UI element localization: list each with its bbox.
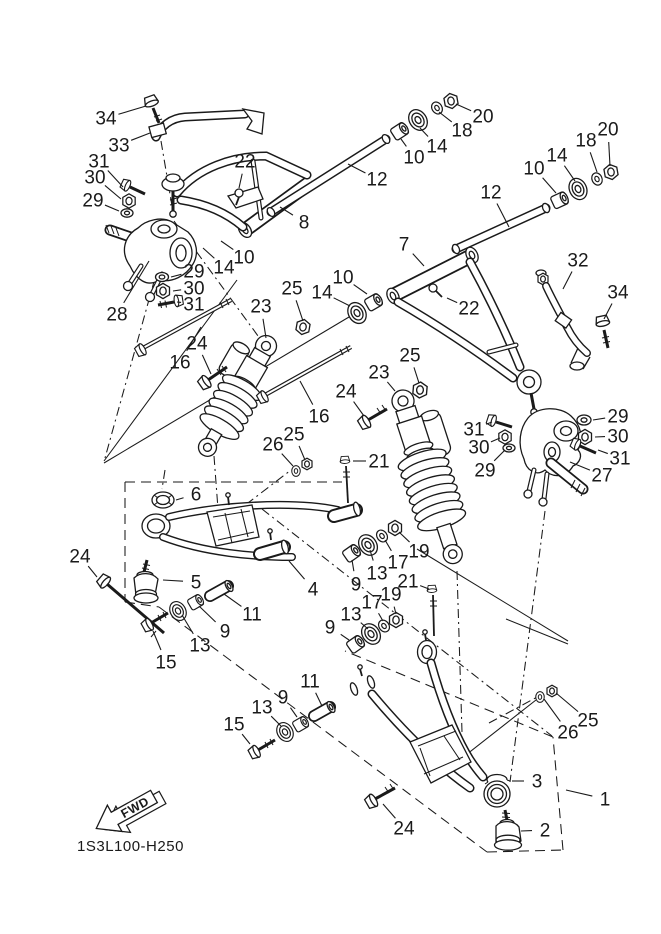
callout-leader (593, 418, 605, 420)
nut-20 (603, 163, 618, 180)
callout-label: 17 (361, 592, 383, 614)
callout-leader (242, 734, 250, 744)
callout-leader (173, 290, 181, 291)
callout-leader (163, 580, 183, 581)
callout-leader (439, 112, 452, 122)
callout-label: 30 (468, 437, 490, 459)
callout-label: 29 (82, 190, 104, 212)
callout-leader (354, 285, 367, 294)
callout-label: 18 (451, 120, 473, 142)
callout-leader (239, 174, 242, 188)
callout-label: 21 (397, 571, 419, 593)
upper-arm-right (344, 245, 541, 415)
callout-leader (221, 241, 233, 250)
callout-label: 14 (213, 257, 235, 279)
callout-leader (316, 693, 322, 706)
callout-label: 25 (283, 424, 305, 446)
callout-leader (299, 446, 305, 460)
callout-label: 6 (190, 484, 202, 506)
callout-label: 33 (108, 135, 130, 157)
washer-18 (590, 171, 604, 187)
washer-18 (429, 100, 444, 116)
callout-label: 22 (234, 151, 256, 173)
callout-label: 12 (480, 182, 502, 204)
callout-label: 23 (250, 296, 272, 318)
callout-label: 10 (403, 147, 425, 169)
callout-leader (105, 205, 119, 211)
callout-label: 9 (219, 621, 231, 643)
stabilizer-link (536, 270, 610, 370)
callout-leader (543, 178, 556, 193)
callout-label: 26 (557, 722, 579, 744)
callout-label: 16 (169, 352, 191, 374)
bearing-14 (566, 175, 591, 202)
callout-leader (271, 716, 281, 726)
callout-label: 22 (458, 298, 480, 320)
callout-label: 20 (472, 106, 494, 128)
ball-joint-lower-front (495, 810, 522, 850)
callout-label: 14 (426, 136, 448, 158)
callout-leader (224, 594, 241, 606)
callout-label: 18 (575, 130, 597, 152)
callout-label: 13 (251, 697, 273, 719)
callout-label: 19 (380, 584, 402, 606)
callout-leader (494, 450, 505, 461)
callout-label: 9 (324, 617, 336, 639)
callout-label: 8 (298, 212, 310, 234)
callout-label: 30 (84, 167, 106, 189)
callout-leader (202, 355, 211, 374)
callout-leader (300, 381, 313, 405)
callout-label: 17 (387, 552, 409, 574)
callout-label: 31 (463, 419, 485, 441)
callout-label: 27 (591, 465, 613, 487)
callout-label: 21 (368, 451, 390, 473)
callout-leader (199, 606, 216, 622)
callout-label: 31 (88, 151, 110, 173)
bar-bracket (243, 109, 264, 134)
bar-clamp (149, 123, 166, 138)
callout-label: 29 (607, 406, 629, 428)
callout-leader (182, 615, 193, 634)
callout-leader (566, 790, 592, 796)
callout-label: 31 (183, 294, 205, 316)
callout-label: 16 (308, 406, 330, 428)
callout-leader (289, 561, 305, 579)
callout-leader (105, 185, 121, 199)
callout-label: 15 (155, 652, 177, 674)
callout-label: 24 (69, 546, 91, 568)
callout-label: 31 (609, 448, 631, 470)
callout-label: 34 (607, 282, 629, 304)
callout-label: 34 (95, 108, 117, 130)
callout-leader (564, 166, 575, 181)
collar-10 (550, 191, 570, 210)
callout-leader (413, 254, 424, 266)
callout-label: 32 (567, 250, 589, 272)
callout-label: 30 (183, 278, 205, 300)
callout-leader (379, 613, 383, 621)
callout-leader (341, 634, 349, 640)
hardware-chain-upper-right (550, 163, 619, 209)
callout-label: 25 (399, 345, 421, 367)
bearing-14 (405, 106, 431, 134)
callout-leader (383, 804, 395, 818)
fwd-label: FWD (118, 794, 152, 821)
pivot-bushing-6 (152, 492, 174, 508)
callout-leader (290, 708, 297, 717)
callout-label: 29 (474, 460, 496, 482)
callout-leader (88, 566, 97, 577)
callout-leader (609, 142, 610, 166)
callout-label: 3 (531, 771, 543, 793)
callout-label: 7 (398, 234, 410, 256)
callout-leader (296, 300, 303, 321)
callout-label: 13 (189, 635, 211, 657)
pivot-shaft-right (451, 202, 551, 254)
lower-arm-front (349, 630, 510, 807)
stabilizer-bar (143, 94, 264, 137)
callout-label: 5 (190, 572, 202, 594)
callout-label: 11 (242, 604, 262, 626)
callout-leader (590, 152, 597, 172)
grease-fitting-icon (235, 189, 243, 197)
callout-label: 30 (607, 426, 629, 448)
callout-leader (456, 104, 471, 111)
callout-leader (447, 298, 457, 303)
callout-label: 25 (281, 278, 303, 300)
fwd-arrow-icon (89, 780, 170, 846)
callout-leader (604, 304, 612, 319)
callout-leader (153, 631, 161, 650)
callout-label: 11 (300, 671, 320, 693)
callout-label: 9 (277, 687, 289, 709)
callout-label: 10 (523, 158, 545, 180)
callout-label: 29 (183, 261, 205, 283)
drawing-code: 1S3L100-H250 (77, 838, 184, 855)
callout-label: 13 (366, 563, 388, 585)
lower-arm-left (142, 493, 362, 557)
callout-leader (176, 498, 184, 500)
grease-fitting-icon (429, 284, 437, 292)
callout-leader (352, 560, 354, 571)
callout-label: 10 (332, 267, 354, 289)
callout-leader (108, 171, 123, 187)
steering-knuckle-right (520, 409, 585, 506)
nut-20 (443, 92, 458, 109)
callout-leader (385, 540, 391, 551)
hardware-chain-upper-left (390, 92, 459, 140)
callout-label: 28 (106, 304, 128, 326)
callout-label: 24 (335, 381, 357, 403)
callout-label: 24 (186, 333, 208, 355)
callout-leader (118, 106, 146, 114)
shock-absorber-right (376, 381, 485, 571)
callout-label: 10 (233, 247, 255, 269)
callout-label: 13 (340, 604, 362, 626)
callout-label: 12 (366, 169, 388, 191)
callout-label: 15 (223, 714, 245, 736)
ball-joint-lower-left (134, 560, 158, 603)
link-bolt-head (595, 315, 610, 328)
callout-label: 20 (597, 119, 619, 141)
callout-label: 4 (307, 579, 319, 601)
callout-leader (563, 272, 572, 289)
callout-leader (354, 402, 364, 416)
callout-label: 26 (262, 434, 284, 456)
collar-10 (364, 292, 384, 311)
callout-leader (131, 133, 150, 140)
callout-leader (334, 298, 350, 306)
callout-leader (598, 450, 608, 454)
callout-label: 9 (350, 574, 362, 596)
collar-10 (390, 121, 410, 141)
callout-label: 25 (577, 710, 599, 732)
callout-label: 24 (393, 818, 415, 840)
callout-label: 19 (408, 541, 430, 563)
callout-label: 1 (599, 789, 611, 811)
callout-label: 2 (539, 820, 551, 842)
callout-leader (348, 164, 365, 173)
callout-leader (401, 139, 406, 146)
callout-label: 23 (368, 362, 390, 384)
callout-leader (544, 699, 560, 721)
callout-label: 14 (311, 282, 333, 304)
callout-leader (556, 693, 578, 712)
callout-label: 14 (546, 145, 568, 167)
callout-leader (414, 367, 419, 383)
